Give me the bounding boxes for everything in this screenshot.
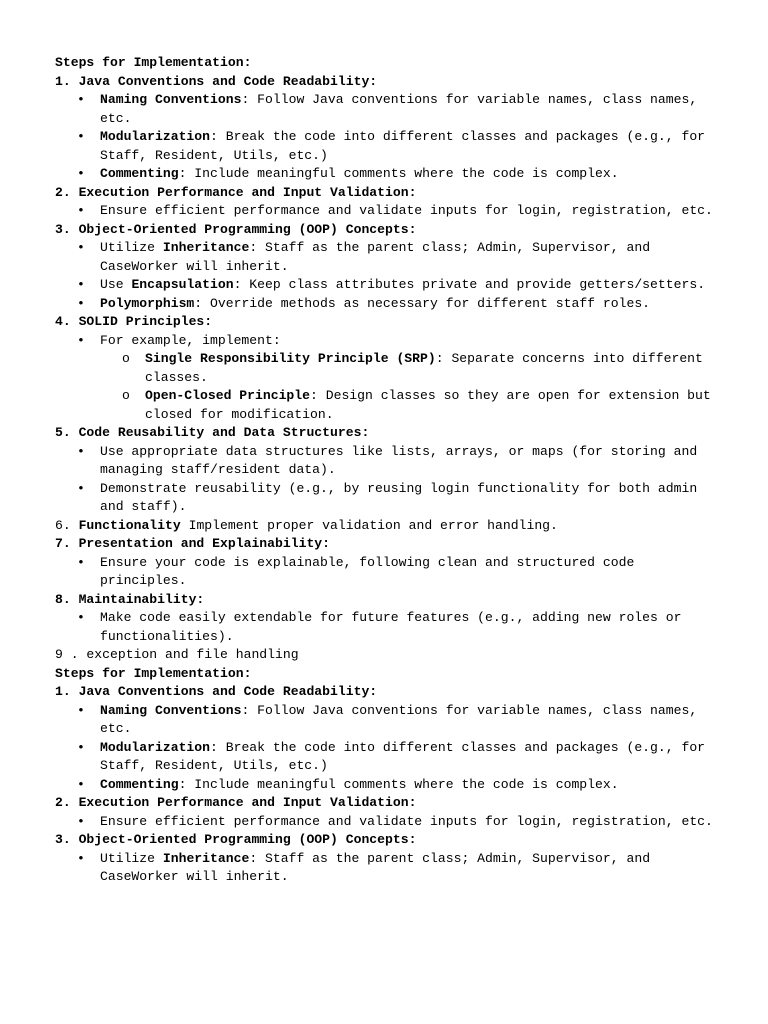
bold-text: Commenting: [100, 776, 179, 792]
section-heading: [55, 831, 720, 850]
section-heading: [55, 54, 720, 73]
bullet-item: [55, 739, 720, 776]
bold-text: 2. Execution Performance and Input Validation:: [55, 795, 417, 810]
bullet-item: [55, 813, 720, 832]
section-heading: [55, 313, 720, 332]
bold-text: 5. Code Reusability and Data Structures:: [55, 425, 370, 440]
text-run: : Include meaningful comments where the code is complex.: [178, 166, 619, 181]
bullet-item: [55, 295, 720, 314]
document-body: [55, 54, 720, 887]
bullet-item: [55, 443, 720, 480]
text-run: : Follow Java conventions for variable names, class names, etc.: [100, 92, 706, 126]
bold-text: Open-Closed Principle: [145, 388, 311, 403]
bold-text: Naming Conventions: [100, 92, 242, 107]
bold-text: 3. Object-Oriented Programming (OOP) Concepts:: [55, 221, 417, 237]
text-run: Use appropriate data structures like lists, arrays, or maps (for storing and managing staff/resident data).: [100, 443, 706, 477]
text-run: : Separate concerns into different classes.: [145, 351, 711, 385]
bullet-item: [55, 332, 720, 351]
bullet-item: [55, 776, 720, 795]
text-run: Implement proper validation and error handling.: [180, 517, 558, 533]
text-run: : Staff as the parent class; Admin, Supervisor, and CaseWorker will inherit.: [100, 850, 658, 884]
bullet-item: [55, 239, 720, 276]
bold-text: 1. Java Conventions and Code Readability:: [55, 73, 378, 89]
bullet-item: [55, 128, 720, 165]
text-run: : Keep class attributes private and provide getters/setters.: [233, 277, 706, 292]
bold-text: Inheritance: [162, 850, 250, 866]
bullet-item: [55, 850, 720, 887]
section-heading: [55, 794, 720, 813]
text-run: Ensure your code is explainable, following clean and structured code principles.: [100, 554, 643, 588]
section-heading: [55, 424, 720, 443]
bullet-item: [55, 480, 720, 517]
text-run: 6.: [55, 517, 79, 533]
sub-bullet-item: [55, 350, 720, 387]
bullet-item: [55, 276, 720, 295]
section-heading: [55, 683, 720, 702]
section-heading: [55, 591, 720, 610]
text-run: Utilize: [100, 850, 163, 866]
bullet-item: [55, 165, 720, 184]
text-run: : Include meaningful comments where the code is complex.: [178, 776, 619, 792]
text-run: Demonstrate reusability (e.g., by reusing login functionality for both admin and staff).: [100, 480, 706, 514]
bold-text: Modularization: [100, 129, 211, 144]
bold-text: 2. Execution Performance and Input Validation:: [55, 184, 417, 200]
text-run: : Staff as the parent class; Admin, Supervisor, and CaseWorker will inherit.: [100, 240, 658, 274]
bold-text: Polymorphism: [100, 295, 195, 311]
bold-text: Naming Conventions: [100, 702, 242, 718]
section-heading: [55, 184, 720, 203]
bold-text: Functionality: [78, 517, 181, 533]
bullet-item: [55, 91, 720, 128]
bold-text: 1. Java Conventions and Code Readability:: [55, 684, 378, 699]
bold-text: 8. Maintainability:: [55, 591, 205, 607]
text-run: Make code easily extendable for future features (e.g., adding new roles or functionalities).: [100, 610, 690, 644]
bold-text: Commenting: [100, 166, 179, 181]
section-heading: [55, 646, 720, 665]
bold-text: Modularization: [100, 739, 211, 755]
bullet-item: [55, 554, 720, 591]
bold-text: 4. SOLID Principles:: [55, 314, 213, 329]
bold-text: 3. Object-Oriented Programming (OOP) Concepts:: [55, 832, 417, 847]
section-heading: [55, 535, 720, 554]
bold-text: 7. Presentation and Explainability:: [55, 536, 331, 551]
text-run: Ensure efficient performance and validate inputs for login, registration, etc.: [100, 813, 713, 829]
bold-text: Steps for Implementation:: [55, 665, 252, 681]
section-heading: [55, 665, 720, 684]
text-run: Ensure efficient performance and validate inputs for login, registration, etc.: [100, 203, 713, 218]
bold-text: Encapsulation: [131, 277, 234, 292]
text-run: : Break the code into different classes and packages (e.g., for Staff, Resident, Utils, etc.): [100, 739, 713, 773]
text-run: : Override methods as necessary for different staff roles.: [194, 295, 651, 311]
bold-text: Inheritance: [162, 240, 250, 255]
bullet-item: [55, 609, 720, 646]
text-run: For example, implement:: [100, 332, 281, 348]
section-heading: [55, 221, 720, 240]
bullet-item: [55, 202, 720, 221]
sub-bullet-item: [55, 387, 720, 424]
text-run: : Follow Java conventions for variable names, class names, etc.: [100, 702, 706, 736]
section-heading: [55, 517, 720, 536]
text-run: Use: [100, 277, 132, 292]
bold-text: Single Responsibility Principle (SRP): [145, 351, 436, 366]
text-run: : Design classes so they are open for extension but closed for modification.: [145, 388, 719, 422]
text-run: : Break the code into different classes and packages (e.g., for Staff, Resident, Utils, etc.): [100, 129, 713, 163]
text-run: Utilize: [100, 240, 163, 255]
section-heading: [55, 73, 720, 92]
bold-text: Steps for Implementation:: [55, 55, 252, 70]
text-run: 9 . exception and file handling: [55, 647, 299, 662]
bullet-item: [55, 702, 720, 739]
